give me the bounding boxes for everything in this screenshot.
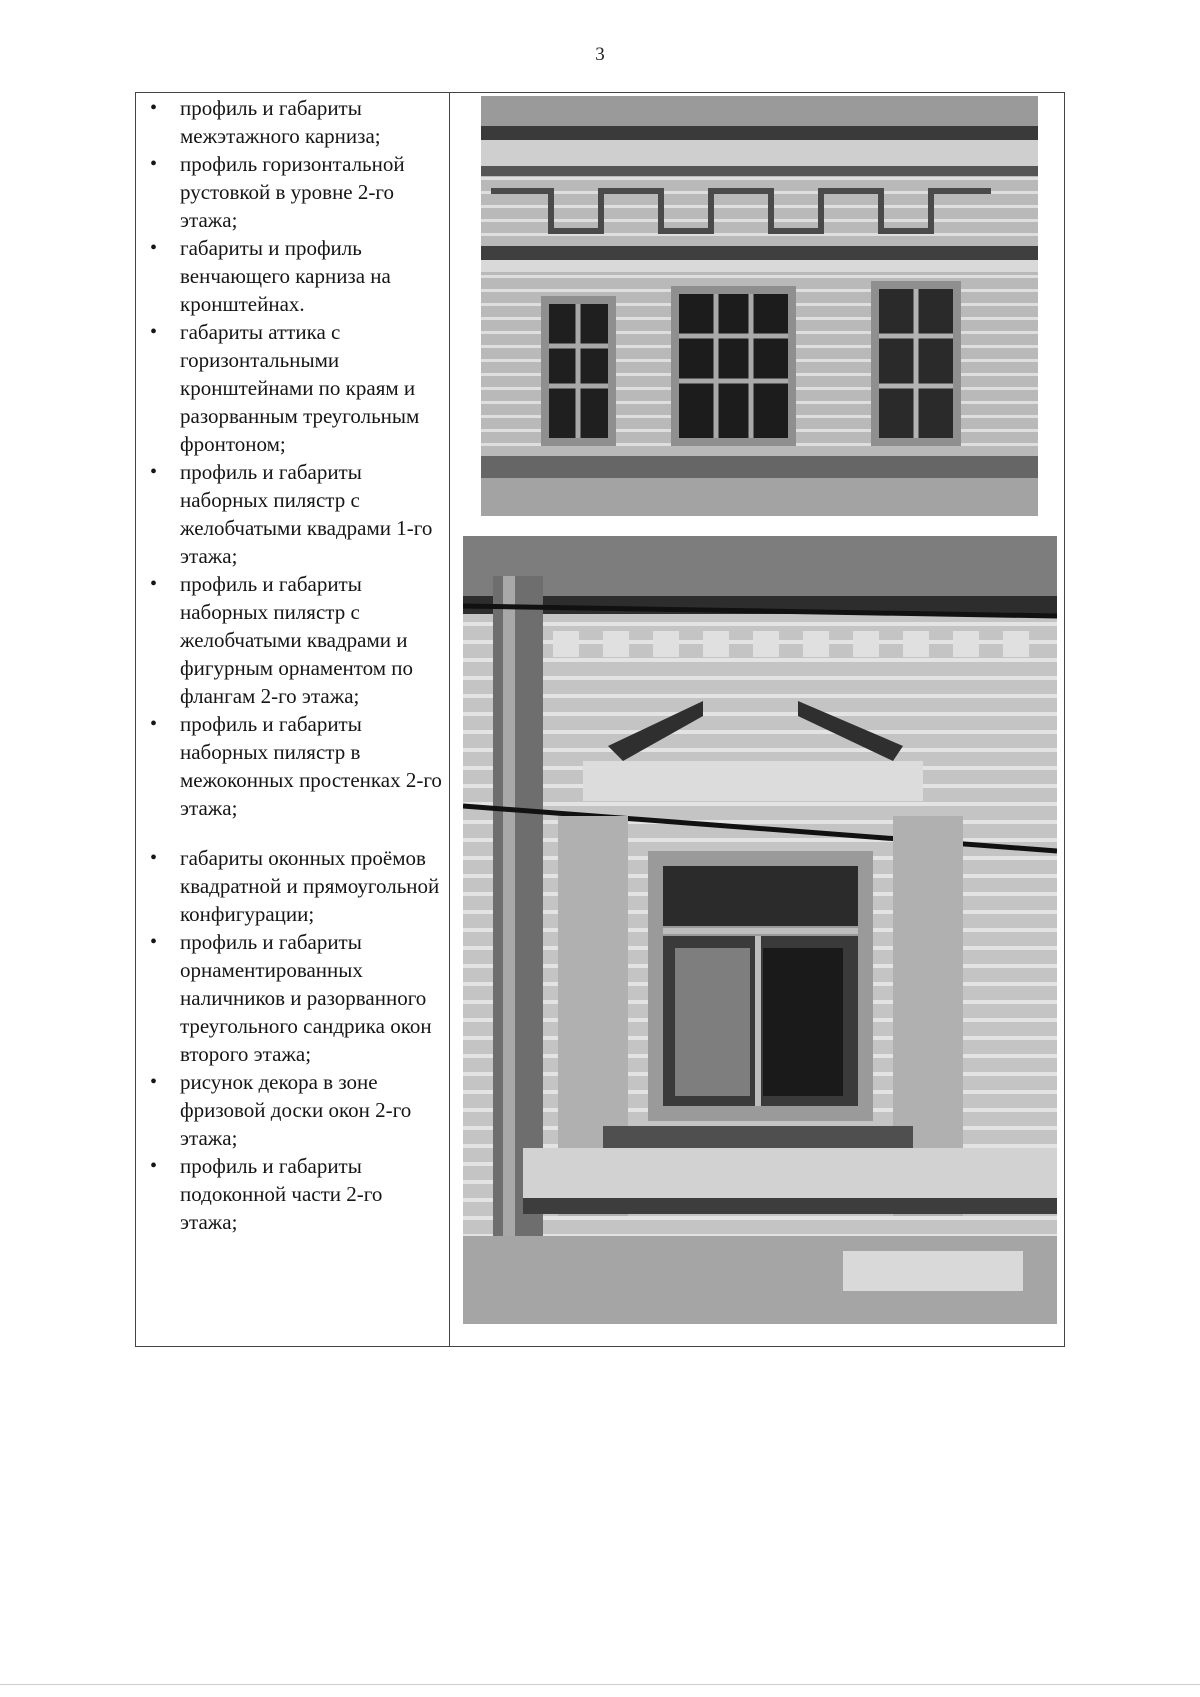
column-divider <box>449 92 450 1347</box>
list-item: • профиль и габариты подоконной части 2-го этажа; <box>145 1152 445 1236</box>
list-item: • профиль и габариты наборных пилястр с желобчатыми квадрами и фигурным орнаментом по флангам 2-го этажа; <box>145 570 445 710</box>
list-item: • профиль и габариты орнаментированных наличников и разорванного треугольного сандрика окон второго этажа; <box>145 928 445 1068</box>
requirements-column <box>145 94 445 1236</box>
facade-photo-bottom-image <box>463 536 1057 1324</box>
list-item: • профиль и габариты наборных пилястр с желобчатыми квадрами 1-го этажа; <box>145 458 445 570</box>
list-item: • профиль и габариты межэтажного карниза; <box>145 94 445 150</box>
facade-photo-top-image <box>481 96 1038 516</box>
list-item: • профиль горизонтальной рустовкой в уровне 2-го этажа; <box>145 150 445 234</box>
list-item: • габариты оконных проёмов квадратной и прямоугольной конфигурации; <box>145 844 445 928</box>
facade-photo-top <box>481 96 1038 516</box>
list-item: • рисунок декора в зоне фризовой доски окон 2-го этажа; <box>145 1068 445 1152</box>
footer-scan-line <box>0 1684 1200 1685</box>
requirements-list <box>145 94 445 1236</box>
facade-photo-bottom <box>463 536 1057 1324</box>
list-item: • профиль и габариты наборных пилястр в межоконных простенках 2-го этажа; <box>145 710 445 822</box>
page-number: 3 <box>595 44 605 65</box>
list-item: • габариты аттика с горизонтальными кронштейнами по краям и разорванным треугольным фронтоном; <box>145 318 445 458</box>
list-item: • габариты и профиль венчающего карниза на кронштейнах. <box>145 234 445 318</box>
